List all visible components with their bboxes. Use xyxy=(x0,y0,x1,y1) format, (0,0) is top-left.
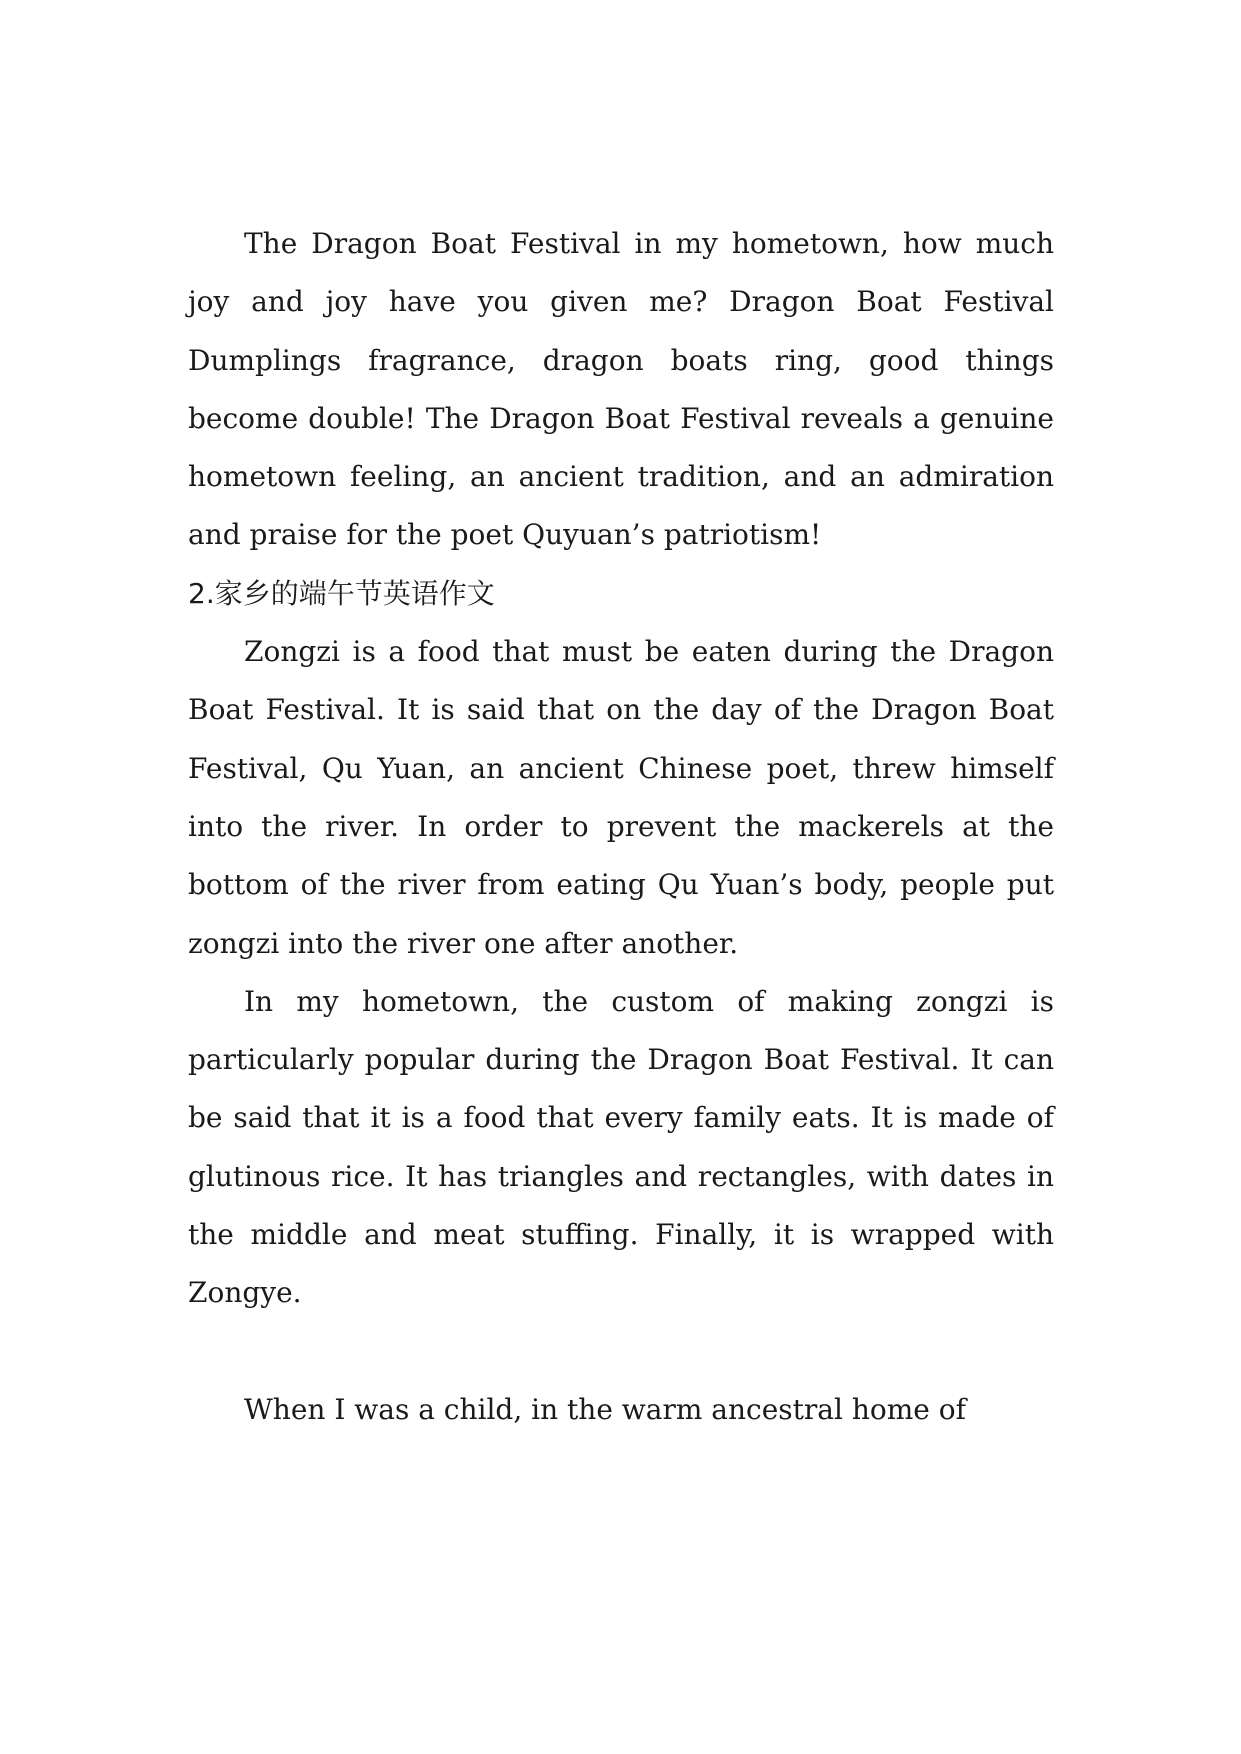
document-body xyxy=(188,215,1054,1439)
section-heading-2: 2.家乡的端午节英语作文 xyxy=(188,576,495,610)
paragraph-hometown-festival: The Dragon Boat Festival in my hometown, how much joy and joy have you given me? Dragon Boat Festival Dumplings fragrance, dragon boats ring, good things become double! The Dragon Boat Festival reveals a genuine hometown feeling, an ancient tradition, and an admiration and praise for the poet Quyuan’s patriotism! xyxy=(188,227,1054,552)
paragraph-zongzi-origin: Zongzi is a food that must be eaten during the Dragon Boat Festival. It is said that on the day of the Dragon Boat Festival, Qu Yuan, an ancient Chinese poet, threw himself into the river. In order to prevent the mackerels at the bottom of the river from eating Qu Yuan’s body, people put zongzi into the river one after another. xyxy=(188,635,1054,960)
paragraph-zongzi-custom: In my hometown, the custom of making zongzi is particularly popular during the Dragon Boat Festival. It can be said that it is a food that every family eats. It is made of glutinous rice. It has triangles and rectangles, with dates in the middle and meat stuffing. Finally, it is wrapped with Zongye. xyxy=(188,984,1054,1310)
paragraph-childhood: When I was a child, in the warm ancestral home of xyxy=(244,1392,966,1426)
paragraph-spacer xyxy=(188,1323,1054,1381)
